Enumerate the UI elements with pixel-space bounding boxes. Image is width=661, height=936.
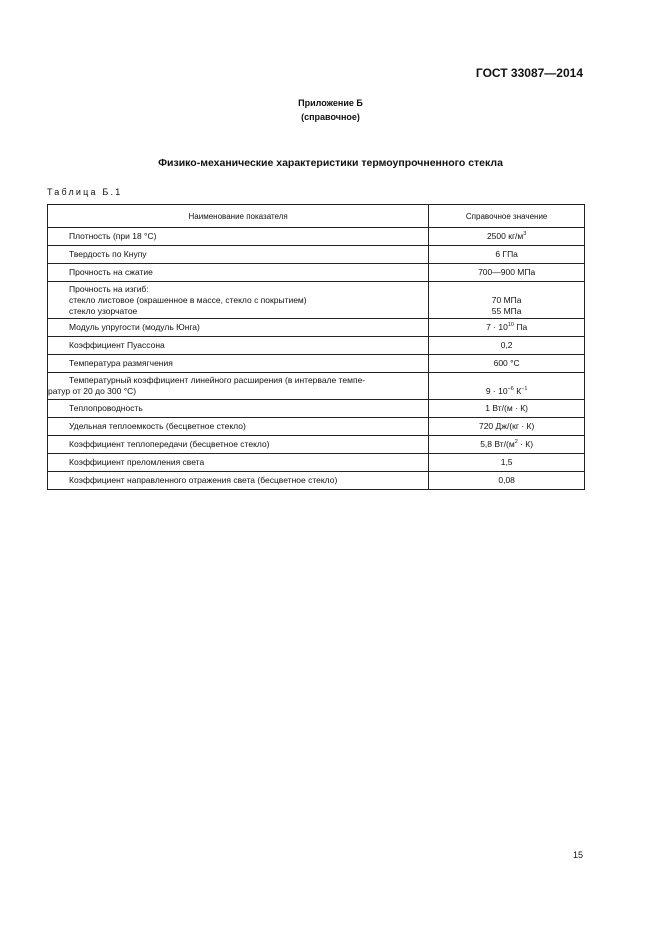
header-value: Справочное значение xyxy=(429,205,585,228)
page-number: 15 xyxy=(572,850,583,860)
row-name: Прочность на изгиб: стекло листовое (окрашенное в массе, стекло с покрытием) стекло узорчатое xyxy=(48,282,429,319)
appendix-subtitle: (справочное) xyxy=(301,112,360,122)
row-value: 70 МПа 55 МПа xyxy=(429,282,585,319)
row-name: Температура размягчения xyxy=(48,355,429,373)
row-value: 5,8 $Вт/(м^2 \cdot К)$ xyxy=(429,436,585,454)
table-row xyxy=(48,454,585,472)
row-name: Теплопроводность xyxy=(48,400,429,418)
row-name: Плотность (при 18 °С) xyxy=(48,228,429,246)
table-caption: Таблица Б.1 xyxy=(47,187,123,197)
row-name: Коэффициент направленного отражения света (бесцветное стекло) xyxy=(48,472,429,490)
row-name: Модуль упругости (модуль Юнга) xyxy=(48,319,429,337)
row-value: 2500 $кг/м^3$ xyxy=(429,228,585,246)
properties-table xyxy=(47,204,585,490)
row-value: $7 \cdot 10^{10}$ Па xyxy=(429,319,585,337)
table-row xyxy=(48,246,585,264)
row-value: 0,08 xyxy=(429,472,585,490)
table-row xyxy=(48,282,585,319)
table-row xyxy=(48,436,585,454)
table-row xyxy=(48,228,585,246)
row-value: 1,5 xyxy=(429,454,585,472)
row-value: 700—900 МПа xyxy=(429,264,585,282)
row-value: 6 ГПа xyxy=(429,246,585,264)
table-row xyxy=(48,264,585,282)
row-name: Коэффициент преломления света xyxy=(48,454,429,472)
table-header-row xyxy=(48,205,585,228)
row-value: 600 °С xyxy=(429,355,585,373)
row-name: Прочность на сжатие xyxy=(48,264,429,282)
appendix-heading xyxy=(0,96,661,124)
section-title: Физико-механические характеристики термоупрочненного стекла xyxy=(158,157,503,169)
row-name: Коэффициент Пуассона xyxy=(48,337,429,355)
row-value: $9 \cdot 10^{-6}$ $К^{-1}$ xyxy=(429,373,585,400)
row-name: Температурный коэффициент линейного расширения (в интервале темпе- ратур от 20 до 300 °С) xyxy=(48,373,429,400)
header-name: Наименование показателя xyxy=(48,205,429,228)
table-row xyxy=(48,319,585,337)
row-name: Твердость по Кнупу xyxy=(48,246,429,264)
table-row xyxy=(48,400,585,418)
row-name: Удельная теплоемкость (бесцветное стекло) xyxy=(48,418,429,436)
table-row xyxy=(48,472,585,490)
row-value: 0,2 xyxy=(429,337,585,355)
table-row xyxy=(48,418,585,436)
table-row xyxy=(48,355,585,373)
row-value: 720 Дж/(кг · К) xyxy=(429,418,585,436)
row-value: 1 Вт/(м · К) xyxy=(429,400,585,418)
table-row xyxy=(48,373,585,400)
row-name: Коэффициент теплопередачи (бесцветное стекло) xyxy=(48,436,429,454)
appendix-title: Приложение Б xyxy=(298,98,363,108)
table-row xyxy=(48,337,585,355)
standard-number: ГОСТ 33087—2014 xyxy=(475,66,583,80)
